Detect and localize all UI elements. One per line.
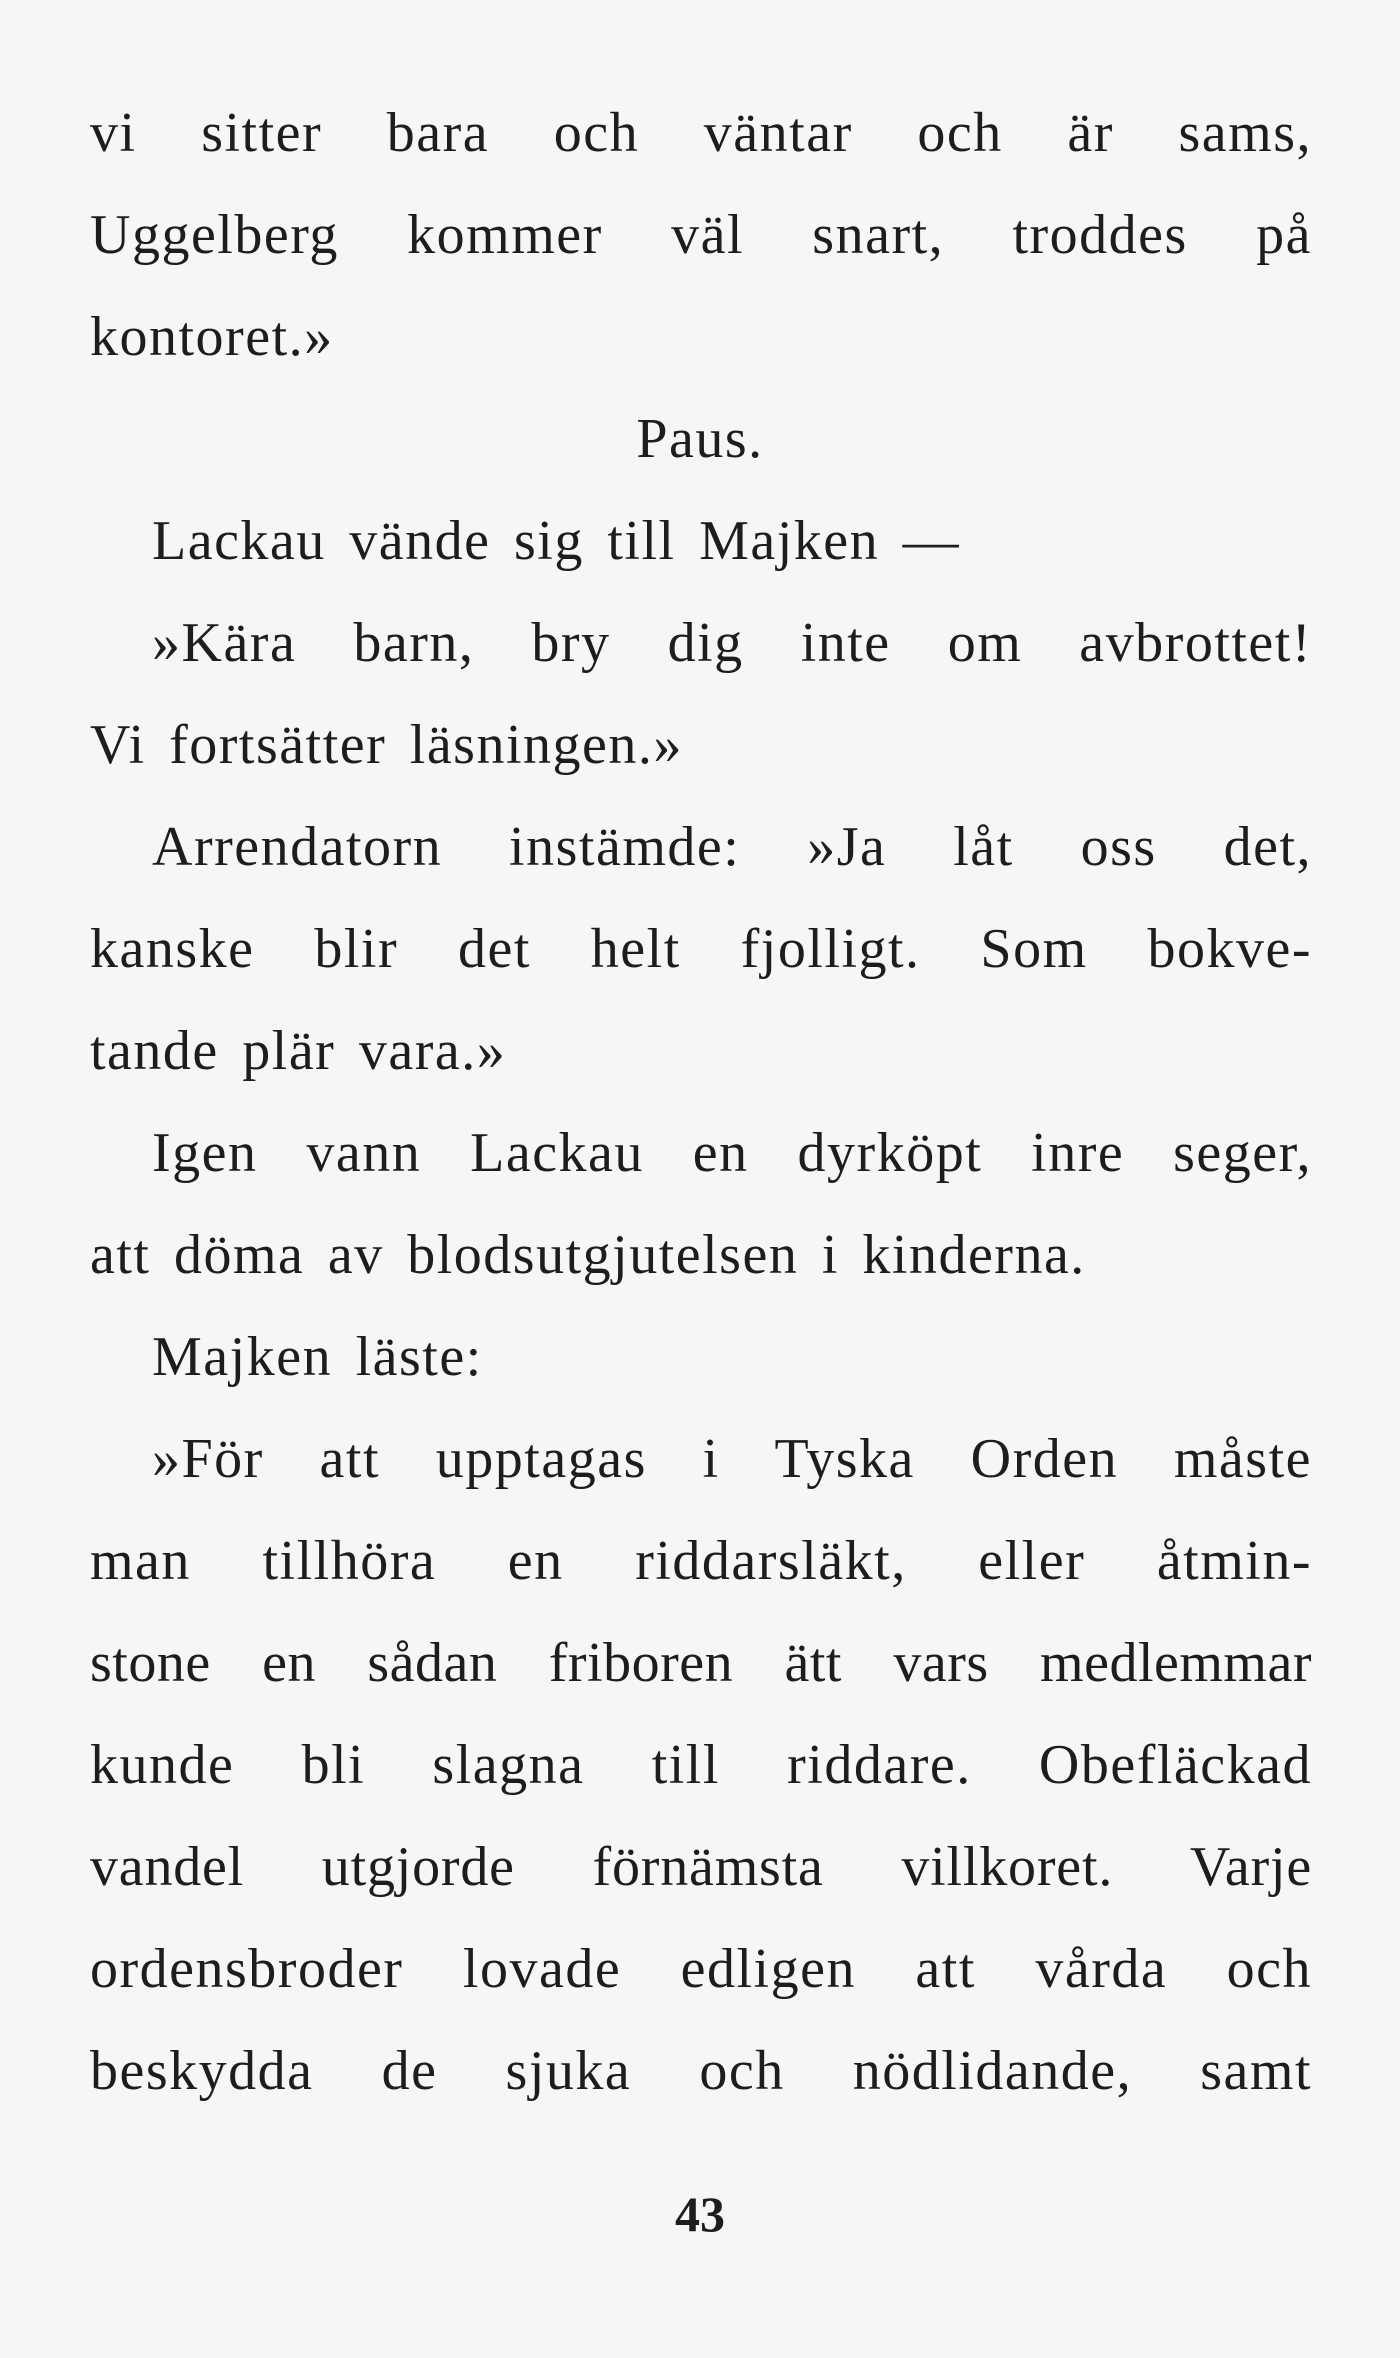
text-line-20: beskydda de sjuka och nödlidande, samt [90, 2040, 1312, 2102]
text-line-14: »För att upptagas i Tyska Orden måste [152, 1428, 1312, 1490]
text-line-19: ordensbroder lovade edligen att vårda och [90, 1938, 1312, 2000]
text-line-2: Uggelberg kommer väl snart, troddes på [90, 204, 1312, 266]
page-number: 43 [675, 2186, 725, 2242]
text-line-11: Igen vann Lackau en dyrköpt inre seger, [152, 1122, 1312, 1184]
text-line-6: »Kära barn, bry dig inte om avbrottet! [152, 612, 1312, 674]
text-line-13: Majken läste: [152, 1326, 483, 1388]
text-line-7: Vi fortsätter läsningen.» [90, 714, 683, 776]
text-line-3: kontoret.» [90, 306, 334, 368]
text-line-1: vi sitter bara och väntar och är sams, [90, 102, 1312, 164]
text-line-16: stone en sådan friboren ätt vars medlemmar [90, 1632, 1312, 1694]
text-line-18: vandel utgjorde förnämsta villkoret. Varje [90, 1836, 1312, 1898]
stage-direction-paus: Paus. [636, 408, 764, 470]
text-line-9: kanske blir det helt fjolligt. Som bokve- [90, 918, 1312, 980]
text-line-10: tande plär vara.» [90, 1020, 507, 1082]
text-line-12: att döma av blodsutgjutelsen i kinderna. [90, 1224, 1086, 1286]
text-line-8: Arrendatorn instämde: »Ja låt oss det, [152, 816, 1312, 878]
text-line-17: kunde bli slagna till riddare. Obefläckad [90, 1734, 1312, 1796]
text-line-15: man tillhöra en riddarsläkt, eller åtmin- [90, 1530, 1312, 1592]
text-line-5: Lackau vände sig till Majken — [152, 510, 961, 572]
